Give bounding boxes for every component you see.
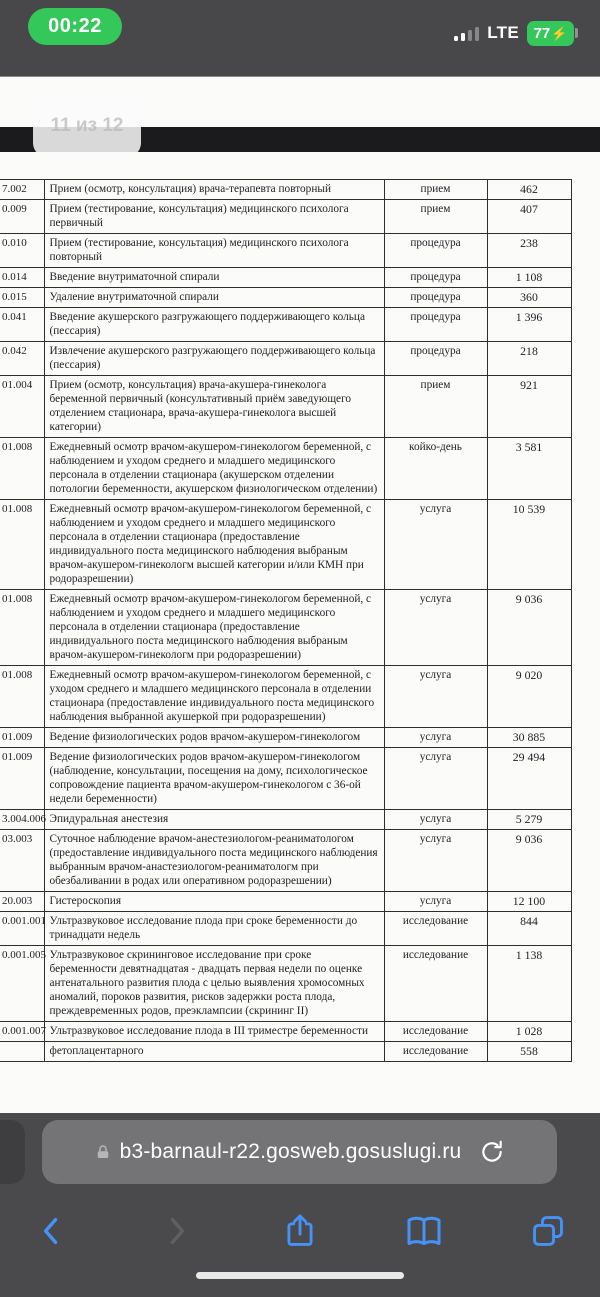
cell-code: 0.009 [0, 200, 44, 234]
cell-description: Прием (осмотр, консультация) врача-терапевта повторный [44, 180, 384, 200]
table-row [0, 1042, 571, 1062]
cell-unit: процедура [384, 234, 487, 268]
cell-code: 03.003 [0, 830, 44, 892]
table-row [0, 748, 571, 810]
cell-description: Гистероскопия [44, 892, 384, 912]
cell-price: 1 028 [487, 1022, 571, 1042]
cell-description: Извлечение акушерского разгружающего поддерживающего кольца (пессария) [44, 342, 384, 376]
cell-unit: услуга [384, 830, 487, 892]
cell-unit: услуга [384, 590, 487, 666]
cell-description: Ежедневный осмотр врачом-акушером-гинекологом беременной, с наблюдением и уходом среднего и младшего медицинского персонала в отделении стационара (акушерском отделении потологии беременности, акушерском физиологическом отделении) [44, 438, 384, 500]
battery-percent: 77 [533, 24, 551, 42]
battery-icon [527, 21, 578, 46]
table-row [0, 200, 571, 234]
cell-code: 01.004 [0, 376, 44, 438]
status-bar [0, 0, 600, 70]
cell-description: Ведение физиологических родов врачом-акушером-гинекологом [44, 728, 384, 748]
cell-unit: исследование [384, 1042, 487, 1062]
cell-unit: услуга [384, 728, 487, 748]
cell-code: 01.009 [0, 728, 44, 748]
cell-code: 3.004.006 [0, 810, 44, 830]
table-row [0, 946, 571, 1022]
cell-code [0, 1042, 44, 1062]
cellular-signal-icon [454, 25, 480, 41]
cell-unit: прием [384, 180, 487, 200]
services-price-table [0, 179, 572, 1062]
cell-description: Эпидуральная анестезия [44, 810, 384, 830]
cell-unit: процедура [384, 342, 487, 376]
cell-unit: процедура [384, 288, 487, 308]
cell-price: 238 [487, 234, 571, 268]
cell-description: Суточное наблюдение врачом-анестезиологом-реаниматологом (предоставление индивидуального поста медицинского наблюдения выбранным врачом-анастезиологом-реаниматологм при обезбаливании в родах или оперативном родоразрешении) [44, 830, 384, 892]
cell-description: Введение внутриматочной спирали [44, 268, 384, 288]
cell-unit: услуга [384, 748, 487, 810]
cell-unit: процедура [384, 308, 487, 342]
cell-description: Прием (тестирование, консультация) медицинского психолога повторный [44, 234, 384, 268]
network-type-label: LTE [487, 23, 519, 42]
cell-price: 921 [487, 376, 571, 438]
cell-price: 30 885 [487, 728, 571, 748]
cell-code: 0.001.005 [0, 946, 44, 1022]
cell-code: 0.042 [0, 342, 44, 376]
table-row [0, 308, 571, 342]
cell-code: 01.009 [0, 748, 44, 810]
cell-code: 01.008 [0, 666, 44, 728]
share-button[interactable] [272, 1203, 328, 1259]
cell-description: фетоплацентарного [44, 1042, 384, 1062]
cell-code: 0.001.007 [0, 1022, 44, 1042]
cell-description: Ежедневный осмотр врачом-акушером-гинекологом беременной, с наблюдением и уходом среднего и младшего медицинского персонала в отделении стационара (предоставление индивидуального поста медицинского наблюдения выбраным врачом-акушером-гинекологм высшей категории и/или КМН при родоразрешении) [44, 500, 384, 590]
service-table-body [0, 180, 571, 1062]
cell-unit: исследование [384, 1022, 487, 1042]
cell-unit: услуга [384, 810, 487, 830]
cell-unit: услуга [384, 666, 487, 728]
cell-description: Ежедневный осмотр врачом-акушером-гинекологом беременной, с уходом среднего и младшего медицинского персонала в отделении стационара (предоставление индивидуального поста медицинского наблюдения выбранной акушеркой при родоразрешении) [44, 666, 384, 728]
cell-price: 9 036 [487, 590, 571, 666]
cell-description: Ультразвуковое исследование плода в III триместре беременности [44, 1022, 384, 1042]
cell-price: 5 279 [487, 810, 571, 830]
adjacent-tab-sliver[interactable] [0, 1120, 25, 1184]
table-row [0, 180, 571, 200]
back-button[interactable] [24, 1203, 80, 1259]
table-row [0, 268, 571, 288]
cell-price: 218 [487, 342, 571, 376]
table-row [0, 810, 571, 830]
cell-price: 12 100 [487, 892, 571, 912]
table-row [0, 590, 571, 666]
cell-code: 0.014 [0, 268, 44, 288]
cell-description: Ультразвуковое исследование плода при сроке беременности до тринадцати недель [44, 912, 384, 946]
cell-code: 01.008 [0, 590, 44, 666]
lock-icon [94, 1142, 112, 1162]
cell-price: 1 396 [487, 308, 571, 342]
call-timer: 00:22 [48, 15, 102, 37]
cell-price: 462 [487, 180, 571, 200]
cell-unit: процедура [384, 268, 487, 288]
forward-button[interactable] [148, 1203, 204, 1259]
cell-code: 0.001.001 [0, 912, 44, 946]
active-call-pill[interactable] [28, 8, 122, 45]
cell-unit: прием [384, 200, 487, 234]
cell-price: 3 581 [487, 438, 571, 500]
cell-price: 9 036 [487, 830, 571, 892]
bookmarks-button[interactable] [396, 1203, 452, 1259]
cell-description: Введение акушерского разгружающего поддерживающего кольца (пессария) [44, 308, 384, 342]
cell-unit: исследование [384, 946, 487, 1022]
charging-bolt-icon: ⚡ [551, 25, 568, 41]
cell-description: Ультразвуковое скрининговое исследование при сроке беременности девятнадцатая - двадцать первая недели по оценке антенатального развития плода с целью выявления хромосомных аномалий, пороков развития, рисков задержки роста плода, преждевременных родов, преэклампсии (скрининг II) [44, 946, 384, 1022]
page-number-overlay: 11 из 12 [33, 94, 141, 157]
table-row [0, 830, 571, 892]
url-text: b3-barnaul-r22.gosweb.gosuslugi.ru [119, 1140, 462, 1163]
status-indicators [454, 18, 578, 48]
tabs-button[interactable] [520, 1203, 576, 1259]
cell-code: 0.010 [0, 234, 44, 268]
table-row [0, 376, 571, 438]
home-indicator[interactable] [196, 1272, 404, 1279]
cell-code: 7.002 [0, 180, 44, 200]
cell-description: Прием (осмотр, консультация) врача-акушера-гинеколога беременной первичный (консультативный приём заведующего отделением стационара, врача-акушера-гинеколога высшей категории) [44, 376, 384, 438]
cell-price: 1 108 [487, 268, 571, 288]
cell-unit: койко-день [384, 438, 487, 500]
cell-description: Ведение физиологических родов врачом-акушером-гинекологом (наблюдение, консультации, посещения на дому, психологическое сопровождение пациента врачом-акушером-гинекологом с 36-ой недели беременности) [44, 748, 384, 810]
cell-price: 29 494 [487, 748, 571, 810]
cell-unit: услуга [384, 892, 487, 912]
cell-price: 10 539 [487, 500, 571, 590]
cell-unit: исследование [384, 912, 487, 946]
cell-unit: услуга [384, 500, 487, 590]
cell-price: 1 138 [487, 946, 571, 1022]
table-row [0, 342, 571, 376]
address-bar[interactable] [42, 1120, 557, 1184]
refresh-icon[interactable] [479, 1139, 505, 1165]
table-row [0, 892, 571, 912]
cell-code: 01.008 [0, 500, 44, 590]
cell-description: Удаление внутриматочной спирали [44, 288, 384, 308]
cell-description: Прием (тестирование, консультация) медицинского психолога первичный [44, 200, 384, 234]
table-row [0, 1022, 571, 1042]
table-row [0, 500, 571, 590]
cell-code: 01.008 [0, 438, 44, 500]
cell-price: 407 [487, 200, 571, 234]
table-row [0, 438, 571, 500]
cell-description: Ежедневный осмотр врачом-акушером-гинекологом беременной, с наблюдением и уходом среднего и младшего медицинского персонала в отделении стационара (предоставление индивидуального поста медицинского наблюдения выбраным врачом-акушером-гинекологм при родоразрешении) [44, 590, 384, 666]
cell-code: 20.003 [0, 892, 44, 912]
cell-price: 360 [487, 288, 571, 308]
table-row [0, 234, 571, 268]
safari-toolbar [0, 1195, 600, 1267]
table-row [0, 728, 571, 748]
cell-unit: прием [384, 376, 487, 438]
cell-price: 9 020 [487, 666, 571, 728]
table-row [0, 288, 571, 308]
cell-price: 844 [487, 912, 571, 946]
table-row [0, 912, 571, 946]
cell-code: 0.041 [0, 308, 44, 342]
cell-price: 558 [487, 1042, 571, 1062]
table-row [0, 666, 571, 728]
safari-bottom-bar [0, 1113, 600, 1297]
cell-code: 0.015 [0, 288, 44, 308]
